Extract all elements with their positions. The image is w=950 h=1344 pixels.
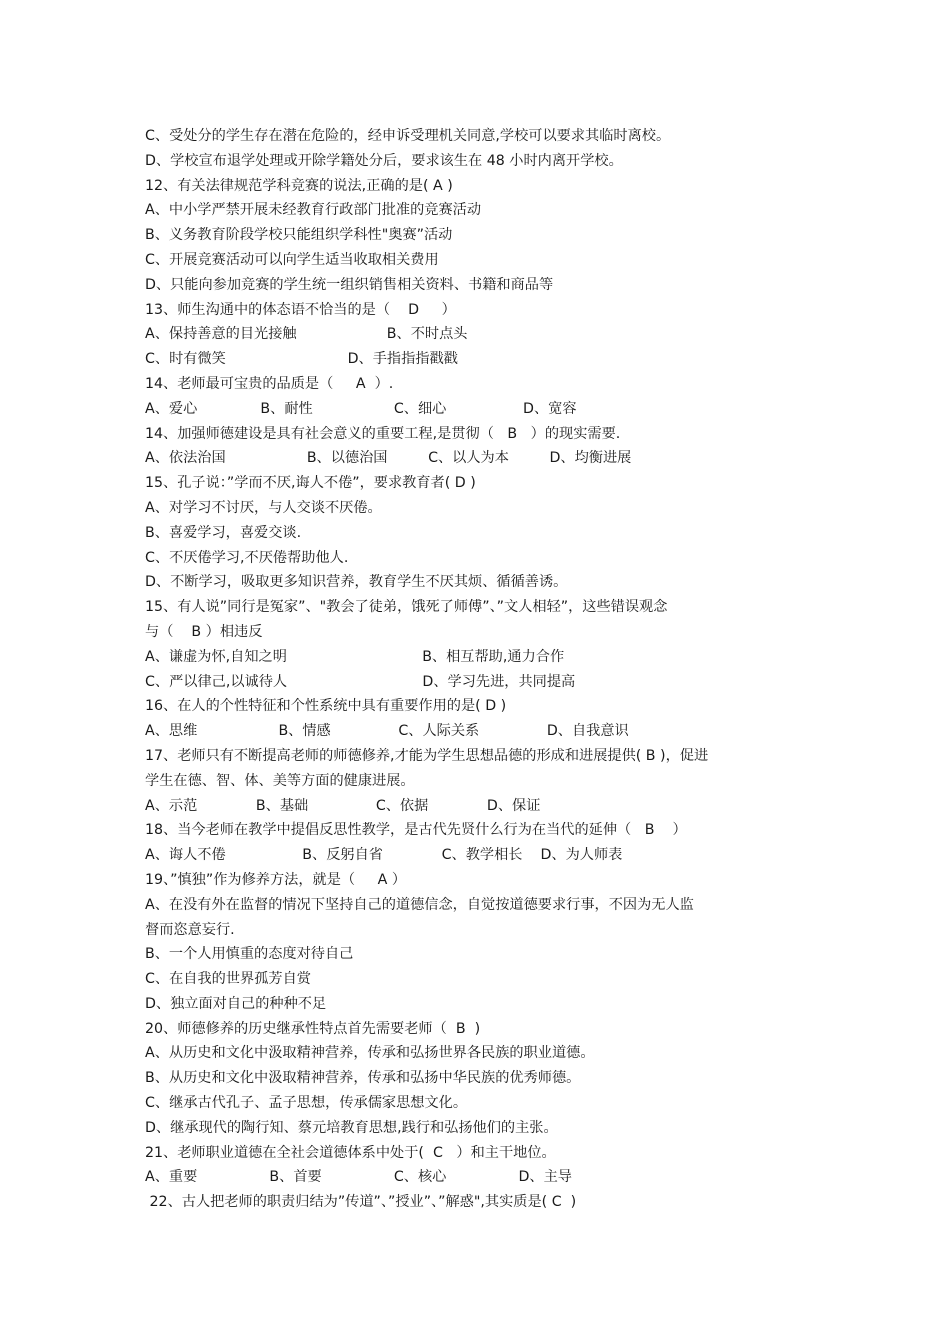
text-line: 14、老师最可宝贵的品质是（ A ）. <box>145 375 394 392</box>
text-line: A、示范 B、基础 C、依据 D、保证 <box>145 797 541 814</box>
text-line: 学生在德、智、体、美等方面的健康进展。 <box>145 772 415 789</box>
text-line: B、义务教育阶段学校只能组织学科性"奥赛”活动 <box>145 227 453 244</box>
text-line: A、从历史和文化中汲取精神营养，传承和弘扬世界各民族的职业道德。 <box>145 1045 595 1062</box>
text-line: 与（ B ）相违反 <box>145 623 263 640</box>
text-line: 18、当今老师在教学中提倡反思性教学，是古代先贤什么行为在当代的延伸（ B ） <box>145 822 687 839</box>
text-line: C、不厌倦学习,不厌倦帮助他人. <box>145 549 349 566</box>
text-line: C、在自我的世界孤芳自赏 <box>145 971 311 988</box>
text-line: 16、在人的个性特征和个性系统中具有重要作用的是( D ) <box>145 698 507 715</box>
text-line: A、爱心 B、耐性 C、细心 D、宽容 <box>145 400 577 417</box>
text-line: A、保持善意的目光接触 B、不时点头 <box>145 326 468 343</box>
text-line: 13、师生沟通中的体态语不恰当的是（ D ） <box>145 301 456 318</box>
document-body <box>145 124 815 1215</box>
text-line: 20、师德修养的历史继承性特点首先需要老师（ B ) <box>145 1020 481 1037</box>
text-line: 21、老师职业道德在全社会道德体系中处于( C ）和主干地位。 <box>145 1144 556 1161</box>
text-line: D、独立面对自己的种种不足 <box>145 995 327 1012</box>
text-line: 15、有人说”同行是冤家”、"教会了徒弟，饿死了师傅”、”文人相轻”，这些错误观念 <box>145 599 668 616</box>
text-line: A、中小学严禁开展未经教育行政部门批准的竞赛活动 <box>145 202 482 219</box>
text-line: D、只能向参加竞赛的学生统一组织销售相关资料、书籍和商品等 <box>145 276 554 293</box>
text-line: A、依法治国 B、以德治国 C、以人为本 D、均衡进展 <box>145 450 632 467</box>
text-line: 督而恣意妄行. <box>145 921 235 938</box>
text-line: D、不断学习，吸取更多知识营养，教育学生不厌其烦、循循善诱。 <box>145 574 568 591</box>
text-line: 14、加强师德建设是具有社会意义的重要工程,是贯彻（ B ）的现实需要. <box>145 425 621 442</box>
text-line: B、从历史和文化中汲取精神营养，传承和弘扬中华民族的优秀师德。 <box>145 1070 581 1087</box>
text-line: A、重要 B、首要 C、核心 D、主导 <box>145 1169 572 1186</box>
text-line: 15、孔子说：”学而不厌,诲人不倦”，要求教育者( D ) <box>145 475 476 492</box>
text-line: A、诲人不倦 B、反躬自省 C、教学相长 D、为人师表 <box>145 847 623 864</box>
text-line: A、对学习不讨厌，与人交谈不厌倦。 <box>145 499 382 516</box>
text-line: 17、老师只有不断提高老师的师德修养,才能为学生思想品德的形成和进展提供( B )，促进 <box>145 747 709 764</box>
text-line: D、学校宣布退学处理或开除学籍处分后，要求该生在 48 小时内离开学校。 <box>145 152 623 169</box>
text-line: A、在没有外在监督的情况下坚持自己的道德信念，自觉按道德要求行事，不因为无人监 <box>145 896 694 913</box>
text-line: 12、有关法律规范学科竞赛的说法,正确的是( A ) <box>145 177 453 194</box>
text-line: C、受处分的学生存在潜在危险的，经申诉受理机关同意,学校可以要求其临时离校。 <box>145 128 671 144</box>
text-line: 19、”慎独”作为修养方法，就是（ A ） <box>145 871 407 888</box>
text-line: C、时有微笑 D、手指指指戳戳 <box>145 351 458 368</box>
text-line: B、喜爱学习，喜爱交谈. <box>145 524 302 541</box>
text-line: A、思维 B、情感 C、人际关系 D、自我意识 <box>145 723 629 740</box>
text-line: C、严以律己,以诚待人 D、学习先进，共同提高 <box>145 673 576 690</box>
text-line: 22、古人把老师的职责归结为”传道”、”授业”、”解惑",其实质是( C ) <box>145 1194 577 1211</box>
text-line: C、开展竞赛活动可以向学生适当收取相关费用 <box>145 251 439 268</box>
text-line: A、谦虚为怀,自知之明 B、相互帮助,通力合作 <box>145 648 565 665</box>
text-line: C、继承古代孔子、孟子思想，传承儒家思想文化。 <box>145 1095 468 1112</box>
text-line: D、继承现代的陶行知、蔡元培教育思想,践行和弘扬他们的主张。 <box>145 1119 558 1136</box>
text-line: B、一个人用慎重的态度对待自己 <box>145 946 354 963</box>
